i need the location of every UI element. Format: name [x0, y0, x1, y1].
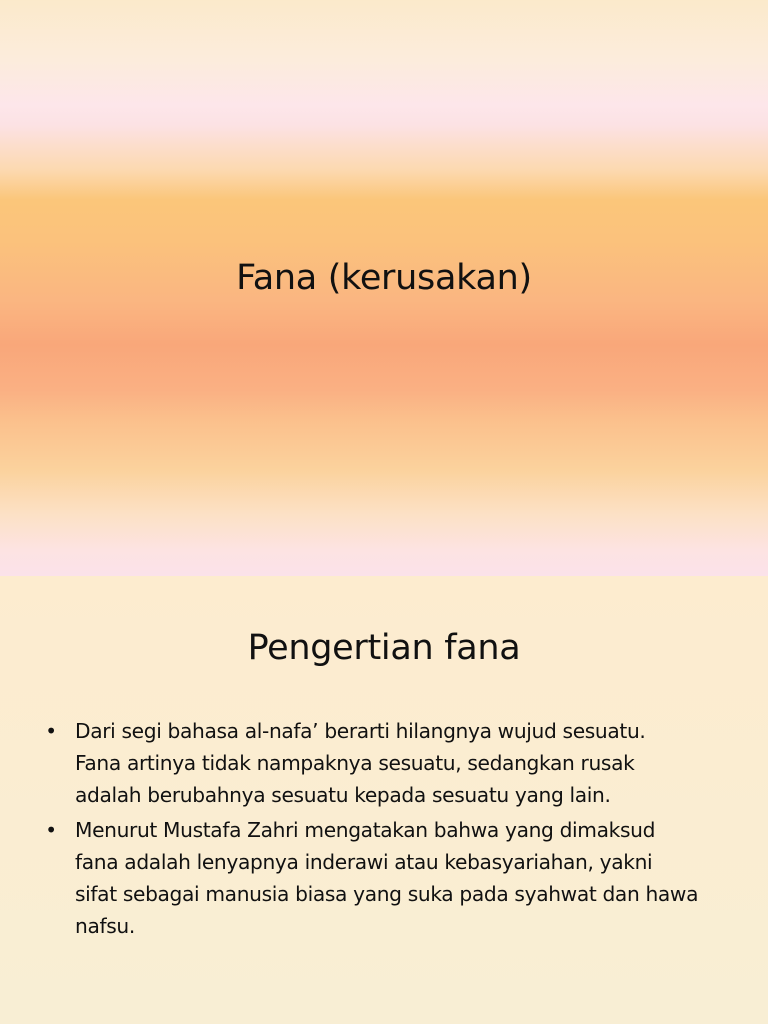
slide-2-title: Pengertian fana: [247, 628, 521, 668]
bullet-text-line: Dari segi bahasa al-nafa’ berarti hilangnya wujud sesuatu.: [75, 719, 646, 743]
bullet-text-line: fana adalah lenyapnya inderawi atau kebasyariahan, yakni: [75, 850, 653, 874]
bullet-text-line: Fana artinya tidak nampaknya sesuatu, sedangkan rusak: [75, 751, 635, 775]
bullet-icon: •: [45, 719, 57, 743]
bullet-list: [0, 715, 768, 945]
bullet-item: [0, 715, 768, 811]
bullet-item: [0, 814, 768, 942]
bullet-text-line: adalah berubahnya sesuatu kepada sesuatu yang lain.: [75, 783, 611, 807]
bullet-text-line: Menurut Mustafa Zahri mengatakan bahwa yang dimaksud: [75, 818, 656, 842]
slide-1-title: Fana (kerusakan): [236, 258, 532, 298]
bullet-text-line: sifat sebagai manusia biasa yang suka pada syahwat dan hawa: [75, 882, 699, 906]
bullet-icon: •: [45, 818, 57, 842]
bullet-text-line: nafsu.: [75, 914, 135, 938]
slide-2: [0, 576, 768, 1024]
